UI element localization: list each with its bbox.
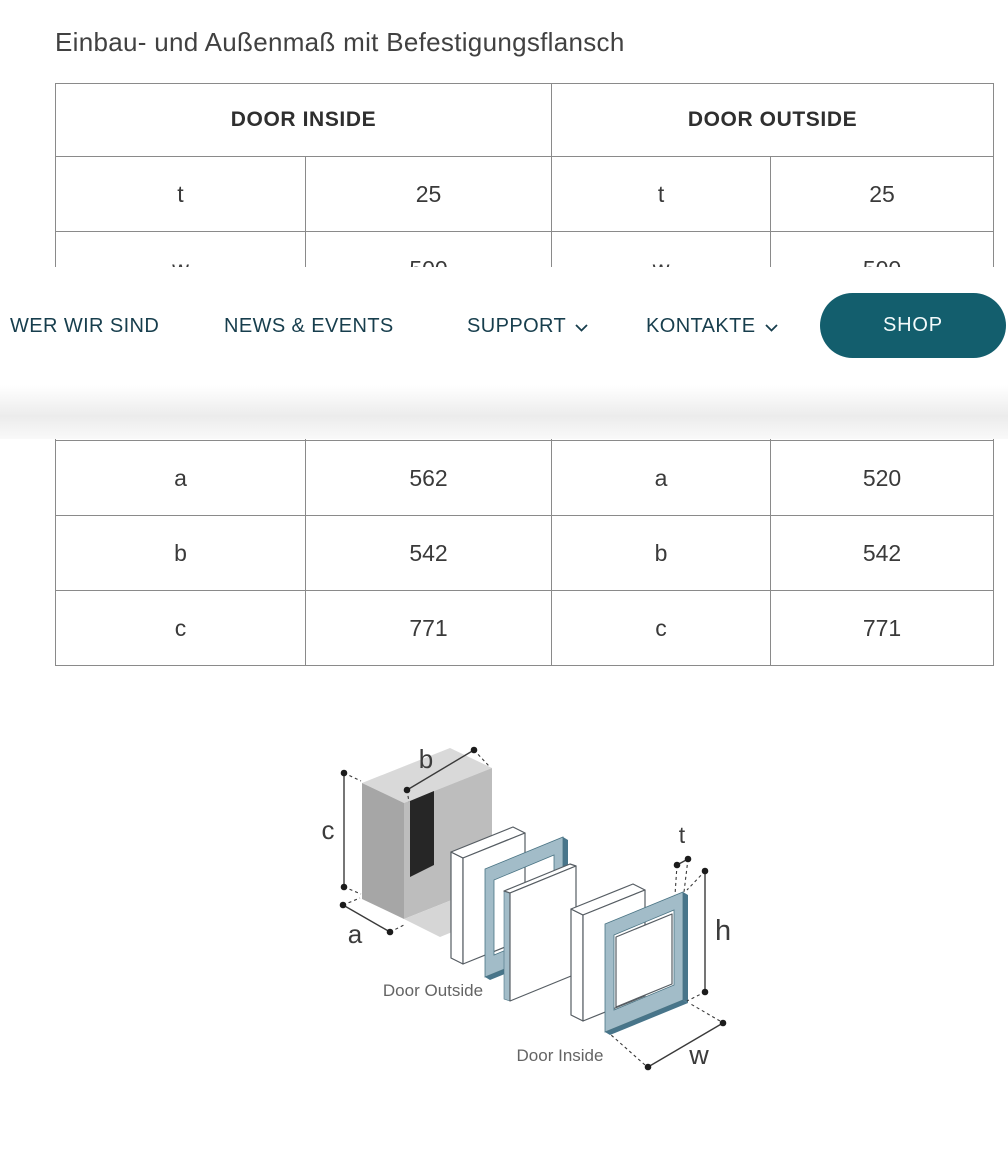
dim-label-cell: a <box>552 441 771 516</box>
page-title: Einbau- und Außenmaß mit Befestigungsflansch <box>55 27 625 57</box>
dim-label-cell: a <box>56 441 306 516</box>
table-row-b <box>56 516 994 591</box>
nav-item-label: SUPPORT <box>467 314 567 337</box>
dim-value-cell: 520 <box>771 441 994 516</box>
dim-value-cell: 771 <box>771 591 994 666</box>
dim-value-cell: 562 <box>306 441 552 516</box>
nav-item-label: KONTAKTE <box>646 314 756 337</box>
diagram-label-a: a <box>347 919 363 949</box>
dim-value-cell: 542 <box>771 516 994 591</box>
nav-item-wer-wir-sind[interactable] <box>10 267 159 385</box>
chevron-down-icon <box>575 324 588 333</box>
table-header-door-outside: DOOR OUTSIDE <box>552 84 994 157</box>
dim-value-cell: 542 <box>306 516 552 591</box>
table-row-a <box>56 441 994 516</box>
dimension-c <box>322 770 362 894</box>
dimension-h <box>687 868 731 1001</box>
nav-item-support[interactable] <box>467 267 588 385</box>
diagram-label-h: h <box>715 915 732 947</box>
dimension-t <box>674 822 692 895</box>
dim-value-cell: 771 <box>306 591 552 666</box>
door-inside-label: Door Inside <box>516 1046 604 1065</box>
nav-item-label: NEWS & EVENTS <box>224 314 394 337</box>
nav-item-label: WER WIR SIND <box>10 314 160 337</box>
dim-label-cell: b <box>552 516 771 591</box>
navbar-shadow <box>0 385 1008 439</box>
diagram-label-b: b <box>418 744 434 774</box>
shop-button-label: SHOP <box>883 314 943 336</box>
dim-value-cell: 25 <box>771 157 994 232</box>
shop-button[interactable] <box>820 293 1006 358</box>
dim-label-cell: c <box>56 591 306 666</box>
dim-label-cell: t <box>552 157 771 232</box>
nav-item-news-events[interactable] <box>224 267 394 385</box>
diagram-label-w: w <box>689 1040 709 1070</box>
table-header-row <box>56 84 994 157</box>
dim-label-cell: c <box>552 591 771 666</box>
dim-label-cell: b <box>56 516 306 591</box>
dim-value-cell: 25 <box>306 157 552 232</box>
table-header-door-inside: DOOR INSIDE <box>56 84 552 157</box>
chevron-down-icon <box>765 324 778 333</box>
dim-label-cell: t <box>56 157 306 232</box>
table-row-c <box>56 591 994 666</box>
main-navbar <box>0 267 1008 385</box>
diagram-label-c: c <box>321 815 335 845</box>
dimension-diagram <box>300 733 740 1085</box>
door-outside-label: Door Outside <box>382 981 484 1000</box>
diagram-label-t: t <box>678 822 686 848</box>
table-row-t <box>56 157 994 232</box>
nav-item-kontakte[interactable] <box>646 267 778 385</box>
